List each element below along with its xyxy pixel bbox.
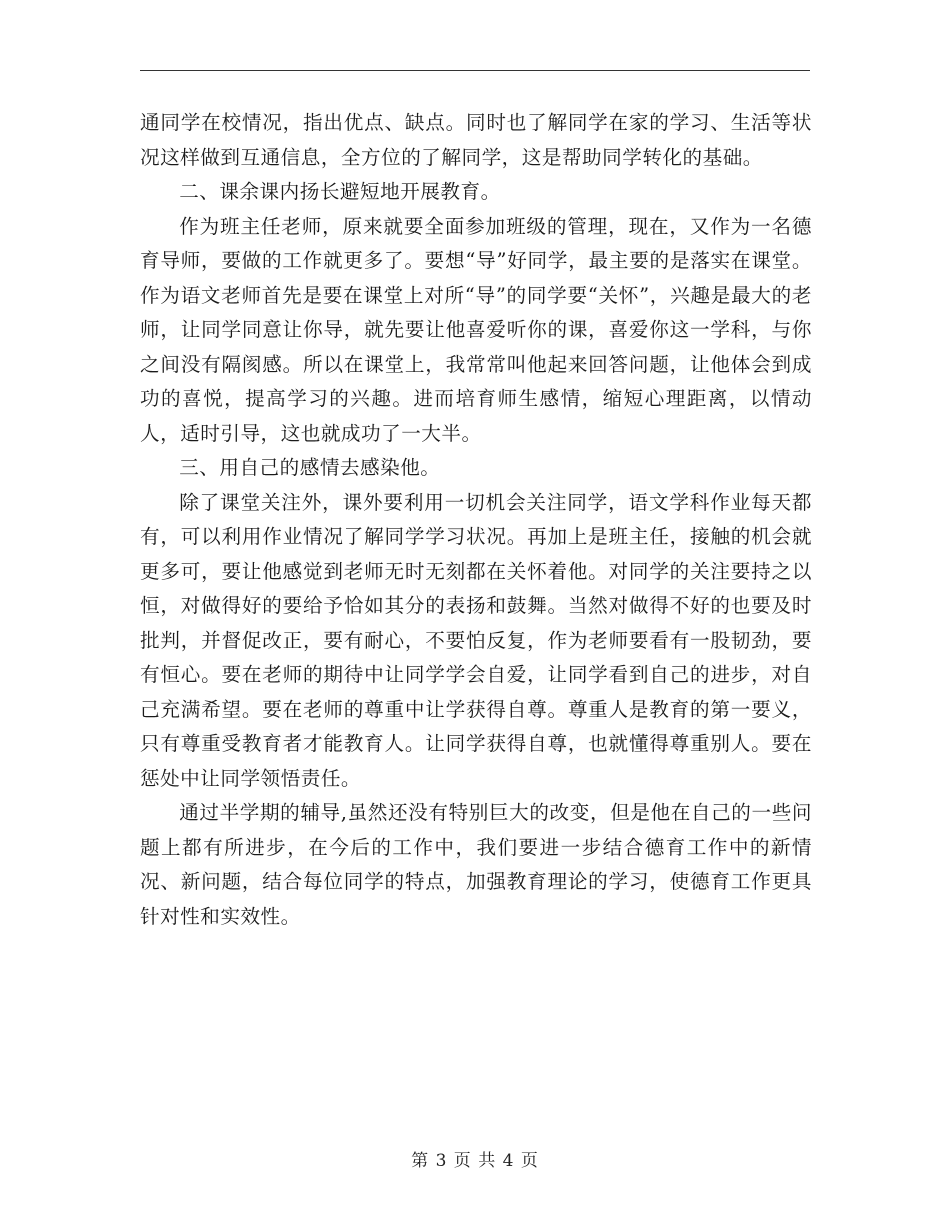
paragraph-emotion: 除了课堂关注外，课外要利用一切机会关注同学，语文学科作业每天都有，可以利用作业情况了解同学学习状况。再加上是班主任，接触的机会就更多可，要让他感觉到老师无时无刻都在关怀着他。对同学的关注要持之以恒，对做得好的要给予恰如其分的表扬和鼓舞。当然对做得不好的也要及时批判，并督促改正，要有耐心，不要怕反复，作为老师要看有一股韧劲，要有恒心。要在老师的期待中让同学学会自爱，让同学看到自己的进步，对自己充满希望。要在老师的尊重中让学获得自尊。尊重人是教育的第一要义，只有尊重受教育者才能教育人。让同学获得自尊，也就懂得尊重别人。要在惩处中让同学领悟责任。	[140, 490, 812, 790]
paragraph-conclusion: 通过半学期的辅导,虽然还没有特别巨大的改变，但是他在自己的一些问题上都有所进步，在今后的工作中，我们要进一步结合德育工作中的新情况、新问题，结合每位同学的特点，加强教育理论的学习，使德育工作更具针对性和实效性。	[140, 801, 812, 928]
section-heading-3: 三、用自己的感情去感染他。	[179, 456, 441, 479]
page-number: 第 3 页 共 4 页	[411, 1151, 539, 1171]
paragraph-classroom: 作为班主任老师，原来就要全面参加班级的管理，现在，又作为一名德育导师，要做的工作就更多了。要想“导”好同学，最主要的是落实在课堂。作为语文老师首先是要在课堂上对所“导”的同学要“关怀”，兴趣是最大的老师，让同学同意让你导，就先要让他喜爱听你的课，喜爱你这一学科，与你之间没有隔阂感。所以在课堂上，我常常叫他起来回答问题，让他体会到成功的喜悦，提高学习的兴趣。进而培育师生感情，缩短心理距离，以情动人，适时引导，这也就成功了一大半。	[140, 214, 812, 445]
header-divider	[140, 70, 810, 71]
document-body	[140, 106, 812, 934]
section-heading-2: 二、课余课内扬长避短地开展教育。	[179, 180, 501, 203]
paragraph-continuation: 通同学在校情况，指出优点、缺点。同时也了解同学在家的学习、生活等状况这样做到互通信息，全方位的了解同学，这是帮助同学转化的基础。	[140, 111, 812, 169]
